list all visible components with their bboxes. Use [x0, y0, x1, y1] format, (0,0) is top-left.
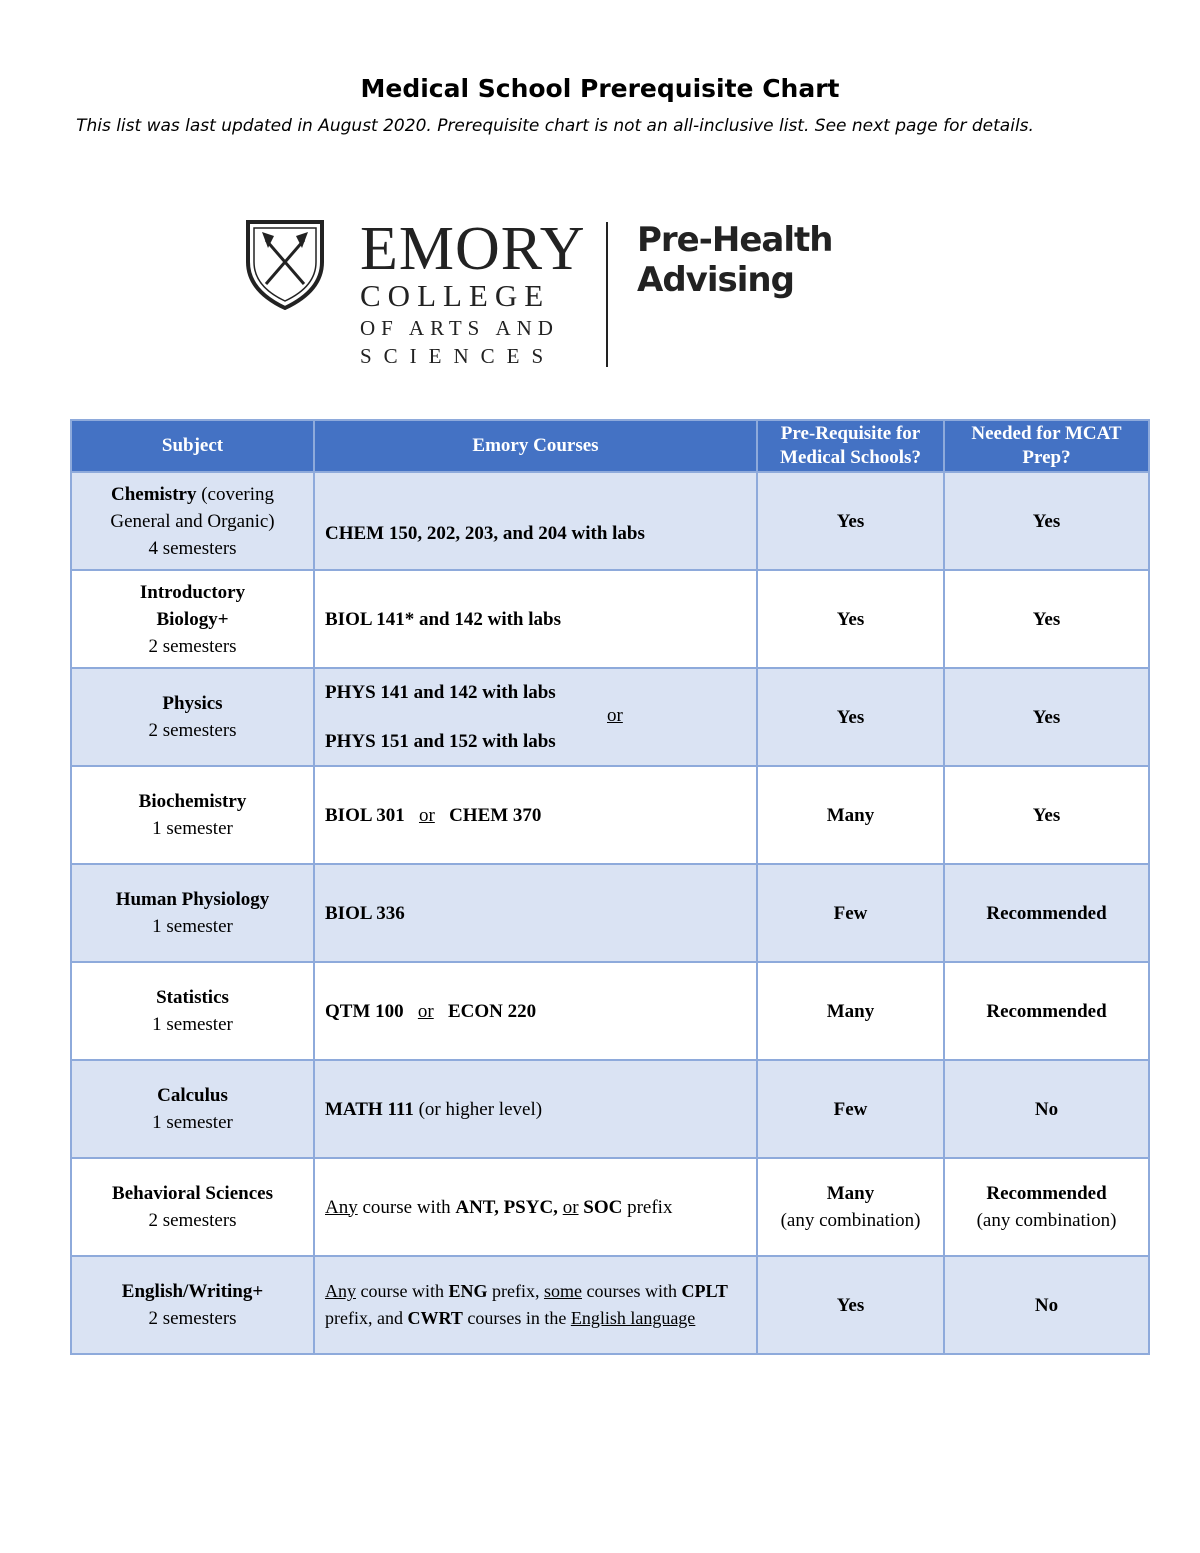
subject-semesters: 1 semester [152, 818, 233, 839]
courses-text: courses with [586, 1281, 677, 1301]
prereq-cell: Many [757, 766, 944, 864]
mcat-note: (any combination) [976, 1210, 1117, 1231]
department-name: Pre-Health Advising [637, 220, 833, 300]
mcat-cell: Yes [944, 472, 1149, 570]
subject-semesters: 1 semester [152, 916, 233, 937]
logo-emory-text: EMORY [360, 215, 586, 283]
prereq-cell: Few [757, 1060, 944, 1158]
prereq-note: (any combination) [780, 1210, 921, 1231]
mcat-value: Recommended [986, 1183, 1107, 1204]
courses-text: prefix, and [325, 1308, 403, 1328]
courses-text: prefix, [492, 1281, 540, 1301]
subject-note: (covering General and Organic) [110, 483, 275, 532]
courses-option-a: BIOL 301 [325, 804, 405, 826]
courses-text: course with [362, 1196, 451, 1218]
subject-name: Human Physiology [115, 889, 270, 910]
column-header-subject: Subject [71, 420, 314, 472]
subject-cell [71, 668, 314, 766]
courses-prefixes: ANT, PSYC, [455, 1196, 558, 1218]
mcat-cell: No [944, 1060, 1149, 1158]
courses-prefix-soc: SOC [583, 1196, 623, 1218]
table-row [71, 1158, 1149, 1256]
mcat-cell [944, 1158, 1149, 1256]
courses-english-language: English language [570, 1308, 696, 1328]
table-row [71, 668, 1149, 766]
mcat-cell: Recommended [944, 864, 1149, 962]
prereq-cell: Yes [757, 1256, 944, 1354]
subject-name: Physics [162, 693, 223, 714]
courses-cell [314, 668, 757, 766]
column-header-mcat: Needed for MCAT Prep? [944, 420, 1149, 472]
mcat-cell: Recommended [944, 962, 1149, 1060]
subject-cell [71, 1256, 314, 1354]
table-row [71, 570, 1149, 668]
courses-text: MATH 111 [325, 1098, 414, 1120]
courses-some: some [543, 1281, 582, 1301]
mcat-cell: No [944, 1256, 1149, 1354]
subject-cell [71, 1060, 314, 1158]
subject-name: Chemistry [110, 483, 197, 505]
courses-cell: BIOL 141* and 142 with labs [314, 570, 757, 668]
column-header-courses: Emory Courses [314, 420, 757, 472]
prereq-cell [757, 1158, 944, 1256]
table-row [71, 1256, 1149, 1354]
courses-any: Any [325, 1196, 358, 1218]
courses-option-a: QTM 100 [325, 1000, 404, 1022]
courses-text: course with [360, 1281, 444, 1301]
subject-name: English/Writing+ [121, 1281, 264, 1302]
table-row [71, 472, 1149, 570]
courses-text: CHEM 150, 202, 203, and 204 with labs [325, 522, 645, 544]
courses-option-b: PHYS 151 and 152 with labs [325, 731, 556, 752]
courses-connector: or [562, 1196, 579, 1218]
courses-option-a: PHYS 141 and 142 with labs [325, 682, 556, 703]
subject-name: Biochemistry [138, 791, 247, 812]
table-row [71, 962, 1149, 1060]
table-row [71, 766, 1149, 864]
subject-name: Statistics [156, 987, 229, 1008]
subject-semesters: 4 semesters [148, 537, 237, 559]
courses-any: Any [325, 1281, 356, 1301]
courses-cell [314, 472, 757, 570]
courses-cell [314, 1158, 757, 1256]
prereq-cell: Yes [757, 570, 944, 668]
courses-cell [314, 1256, 757, 1354]
courses-cell [314, 1060, 757, 1158]
subject-cell [71, 962, 314, 1060]
courses-option-b: ECON 220 [447, 1000, 537, 1022]
courses-cell: BIOL 336 [314, 864, 757, 962]
prerequisite-table [70, 419, 1150, 1355]
mcat-cell: Yes [944, 668, 1149, 766]
courses-connector: or [418, 804, 435, 826]
logo-college-text: COLLEGE [360, 278, 551, 313]
mcat-cell: Yes [944, 570, 1149, 668]
subject-cell [71, 864, 314, 962]
courses-prefix-cwrt: CWRT [407, 1308, 463, 1328]
courses-connector: or [607, 705, 623, 726]
courses-text-end: prefix [627, 1196, 673, 1218]
page-subtitle: This list was last updated in August 2020. Prerequisite chart is not an all-inclusive list. See next page for details. [76, 116, 1034, 136]
subject-semesters: 2 semesters [148, 720, 237, 741]
logo-sciences-text: SCIENCES [360, 344, 556, 368]
subject-name: Behavioral Sciences [112, 1183, 273, 1204]
subject-name: Calculus [157, 1085, 228, 1106]
subject-name: Introductory Biology+ [139, 581, 246, 630]
courses-prefix-cplt: CPLT [681, 1281, 728, 1301]
table-row [71, 864, 1149, 962]
logo-arts-text: OF ARTS AND [360, 316, 559, 340]
courses-prefix-eng: ENG [448, 1281, 488, 1301]
table-header-row [71, 420, 1149, 472]
page-title: Medical School Prerequisite Chart [360, 74, 840, 103]
courses-option-b: CHEM 370 [449, 804, 542, 826]
prereq-cell: Many [757, 962, 944, 1060]
column-header-prereq: Pre-Requisite for Medical Schools? [757, 420, 944, 472]
table-row [71, 1060, 1149, 1158]
subject-semesters: 2 semesters [148, 635, 237, 657]
courses-cell [314, 962, 757, 1060]
prereq-value: Many [826, 1183, 875, 1204]
subject-cell [71, 570, 314, 668]
logo-divider [606, 222, 608, 367]
prereq-cell: Yes [757, 668, 944, 766]
prereq-cell: Yes [757, 472, 944, 570]
courses-cell [314, 766, 757, 864]
emory-logo [244, 215, 964, 368]
subject-semesters: 2 semesters [148, 1308, 237, 1329]
subject-cell [71, 472, 314, 570]
subject-semesters: 2 semesters [148, 1210, 237, 1231]
mcat-cell: Yes [944, 766, 1149, 864]
subject-semesters: 1 semester [152, 1014, 233, 1035]
courses-text: courses in the [467, 1308, 567, 1328]
prereq-cell: Few [757, 864, 944, 962]
courses-connector: or [417, 1000, 434, 1022]
subject-cell [71, 1158, 314, 1256]
subject-semesters: 1 semester [152, 1112, 233, 1133]
subject-cell [71, 766, 314, 864]
emory-shield-icon [244, 218, 326, 310]
courses-note: (or higher level) [418, 1098, 543, 1120]
